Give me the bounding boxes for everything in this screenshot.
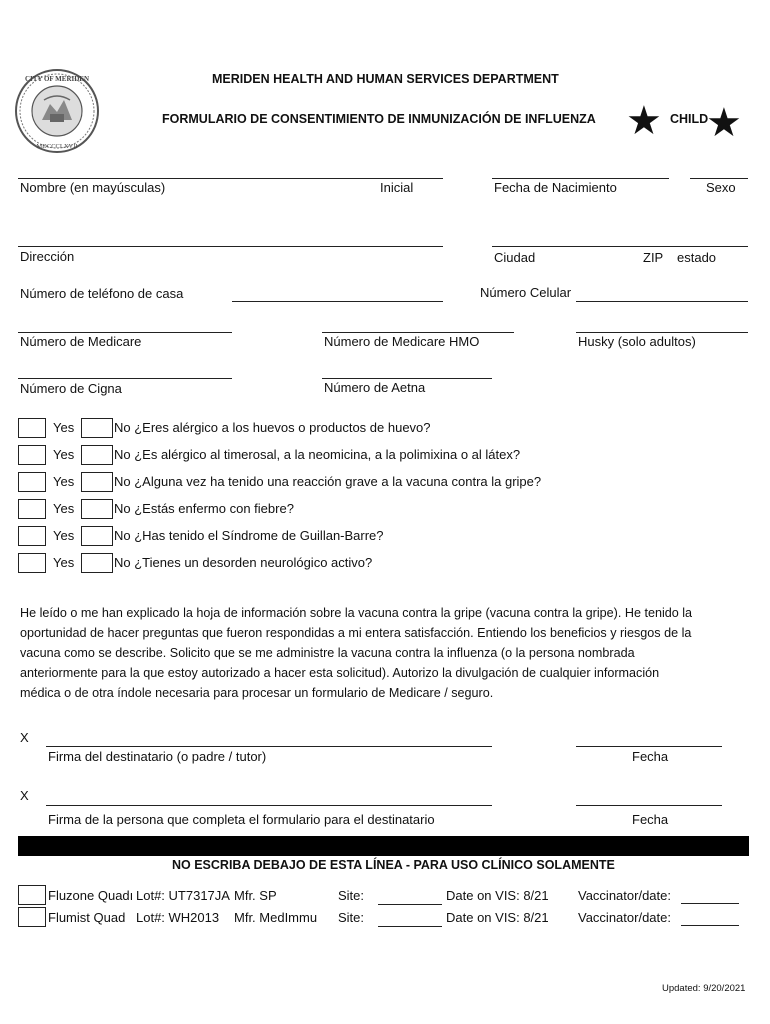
site-line[interactable] — [378, 904, 442, 905]
yes-checkbox[interactable] — [18, 445, 46, 465]
recipient-date-label: Fecha — [632, 749, 669, 764]
home-phone-line[interactable] — [232, 301, 443, 302]
sex-line[interactable] — [690, 178, 748, 179]
yes-checkbox[interactable] — [18, 553, 46, 573]
recipient-date-line[interactable] — [576, 746, 722, 747]
cigna-label: Número de Cigna — [20, 381, 122, 396]
clinical-banner: NO ESCRIBA DEBAJO DE ESTA LÍNEA - PARA USO CLÍNICO SOLAMENTE — [172, 858, 615, 872]
question-text: No ¿Estás enfermo con fiebre? — [114, 501, 294, 516]
clinical-divider-bar — [18, 836, 749, 856]
vis-date: Date on VIS: 8/21 — [446, 910, 549, 925]
zip-label: ZIP — [643, 250, 664, 265]
yes-label: Yes — [53, 555, 75, 570]
consent-line: oportunidad de hacer preguntas que fueron respondidas a mi entera satisfacción. Entiendo los beneficios y riesgos de la — [20, 626, 692, 640]
lot-number: Lot#: UT7317JA — [136, 888, 230, 903]
medicare-hmo-label: Número de Medicare HMO — [324, 334, 480, 349]
address-line[interactable] — [18, 246, 443, 247]
question-text: No ¿Has tenido el Síndrome de Guillan-Barre? — [114, 528, 384, 543]
yes-label: Yes — [53, 474, 75, 489]
home-phone-label: Número de teléfono de casa — [20, 286, 184, 301]
initial-label: Inicial — [380, 180, 414, 195]
completer-signature-label: Firma de la persona que completa el formulario para el destinatario — [48, 812, 435, 827]
no-checkbox[interactable] — [81, 472, 113, 492]
updated-date: Updated: 9/20/2021 — [662, 983, 746, 994]
yes-label: Yes — [53, 501, 75, 516]
svg-text:CITY OF MERIDEN: CITY OF MERIDEN — [24, 75, 90, 83]
medicare-hmo-line[interactable] — [322, 332, 514, 333]
yes-checkbox[interactable] — [18, 418, 46, 438]
consent-paragraph — [20, 603, 748, 703]
consent-line: vacuna como se describe. Solicito que se me administre la vacuna contra la influenza (o la persona nombrada — [20, 646, 635, 660]
no-checkbox[interactable] — [81, 445, 113, 465]
signature-x-mark: X — [20, 788, 29, 803]
dob-line[interactable] — [492, 178, 669, 179]
cell-label: Número Celular — [480, 285, 572, 300]
husky-label: Husky (solo adultos) — [578, 334, 696, 349]
child-label: CHILD — [670, 112, 709, 126]
star-icon: ★ — [706, 101, 742, 145]
signature-x-mark: X — [20, 730, 29, 745]
yes-checkbox[interactable] — [18, 526, 46, 546]
dob-label: Fecha de Nacimiento — [494, 180, 617, 195]
address-label: Dirección — [20, 249, 75, 264]
completer-date-line[interactable] — [576, 805, 722, 806]
vaccinator-line[interactable] — [681, 925, 739, 926]
vaccinator-line[interactable] — [681, 903, 739, 904]
clinical-checkbox[interactable] — [18, 885, 46, 905]
site-label: Site: — [338, 888, 365, 903]
yes-checkbox[interactable] — [18, 499, 46, 519]
question-text: No ¿Alguna vez ha tenido una reacción grave a la vacuna contra la gripe? — [114, 474, 542, 489]
vis-date: Date on VIS: 8/21 — [446, 888, 549, 903]
cell-line[interactable] — [576, 301, 748, 302]
aetna-line[interactable] — [322, 378, 492, 379]
yes-label: Yes — [53, 420, 75, 435]
medicare-label: Número de Medicare — [20, 334, 142, 349]
state-label: estado — [677, 250, 717, 265]
vaccinator-label: Vaccinator/date: — [578, 888, 671, 903]
lot-number: Lot#: WH2013 — [136, 910, 220, 925]
yes-label: Yes — [53, 447, 75, 462]
sex-label: Sexo — [706, 180, 736, 195]
no-checkbox[interactable] — [81, 499, 113, 519]
vaccine-name: Flumist Quad — [48, 910, 126, 925]
city-line[interactable] — [492, 246, 748, 247]
aetna-label: Número de Aetna — [324, 380, 426, 395]
consent-line: He leído o me han explicado la hoja de información sobre la vacuna contra la gripe (vacuna contra la gripe). He tenido la — [20, 606, 693, 620]
no-checkbox[interactable] — [81, 418, 113, 438]
recipient-signature-line[interactable] — [46, 746, 492, 747]
question-text: No ¿Es alérgico al timerosal, a la neomicina, a la polimixina o al látex? — [114, 447, 521, 462]
cigna-line[interactable] — [18, 378, 232, 379]
name-line[interactable] — [18, 178, 443, 179]
medicare-line[interactable] — [18, 332, 232, 333]
star-icon: ★ — [626, 99, 662, 143]
name-label: Nombre (en mayúsculas) — [20, 180, 166, 195]
question-text: No ¿Tienes un desorden neurológico activo? — [114, 555, 373, 570]
completer-signature-line[interactable] — [46, 805, 492, 806]
department-title: MERIDEN HEALTH AND HUMAN SERVICES DEPARTMENT — [212, 72, 559, 86]
husky-line[interactable] — [576, 332, 748, 333]
consent-line: anteriormente para la que estoy autorizado a hacer esta solicitud). Autorizo la divulgación de cualquier información — [20, 666, 660, 680]
form-title: FORMULARIO DE CONSENTIMIENTO DE INMUNIZACIÓN DE INFLUENZA — [162, 112, 596, 126]
manufacturer: Mfr. SP — [234, 888, 277, 903]
question-text: No ¿Eres alérgico a los huevos o productos de huevo? — [114, 420, 431, 435]
vaccine-name: Fluzone Quadı — [48, 888, 134, 903]
site-line[interactable] — [378, 926, 442, 927]
consent-line: médica o de otra índole necesaria para procesar un formulario de Medicare / seguro. — [20, 686, 494, 700]
city-label: Ciudad — [494, 250, 536, 265]
completer-date-label: Fecha — [632, 812, 669, 827]
no-checkbox[interactable] — [81, 553, 113, 573]
manufacturer: Mfr. MedImmu — [234, 910, 318, 925]
city-seal-logo — [14, 68, 100, 154]
clinical-checkbox[interactable] — [18, 907, 46, 927]
yes-checkbox[interactable] — [18, 472, 46, 492]
yes-label: Yes — [53, 528, 75, 543]
site-label: Site: — [338, 910, 365, 925]
vaccinator-label: Vaccinator/date: — [578, 910, 671, 925]
no-checkbox[interactable] — [81, 526, 113, 546]
recipient-signature-label: Firma del destinatario (o padre / tutor) — [48, 749, 267, 764]
svg-text:MDCCCLXVII: MDCCCLXVII — [36, 143, 78, 150]
